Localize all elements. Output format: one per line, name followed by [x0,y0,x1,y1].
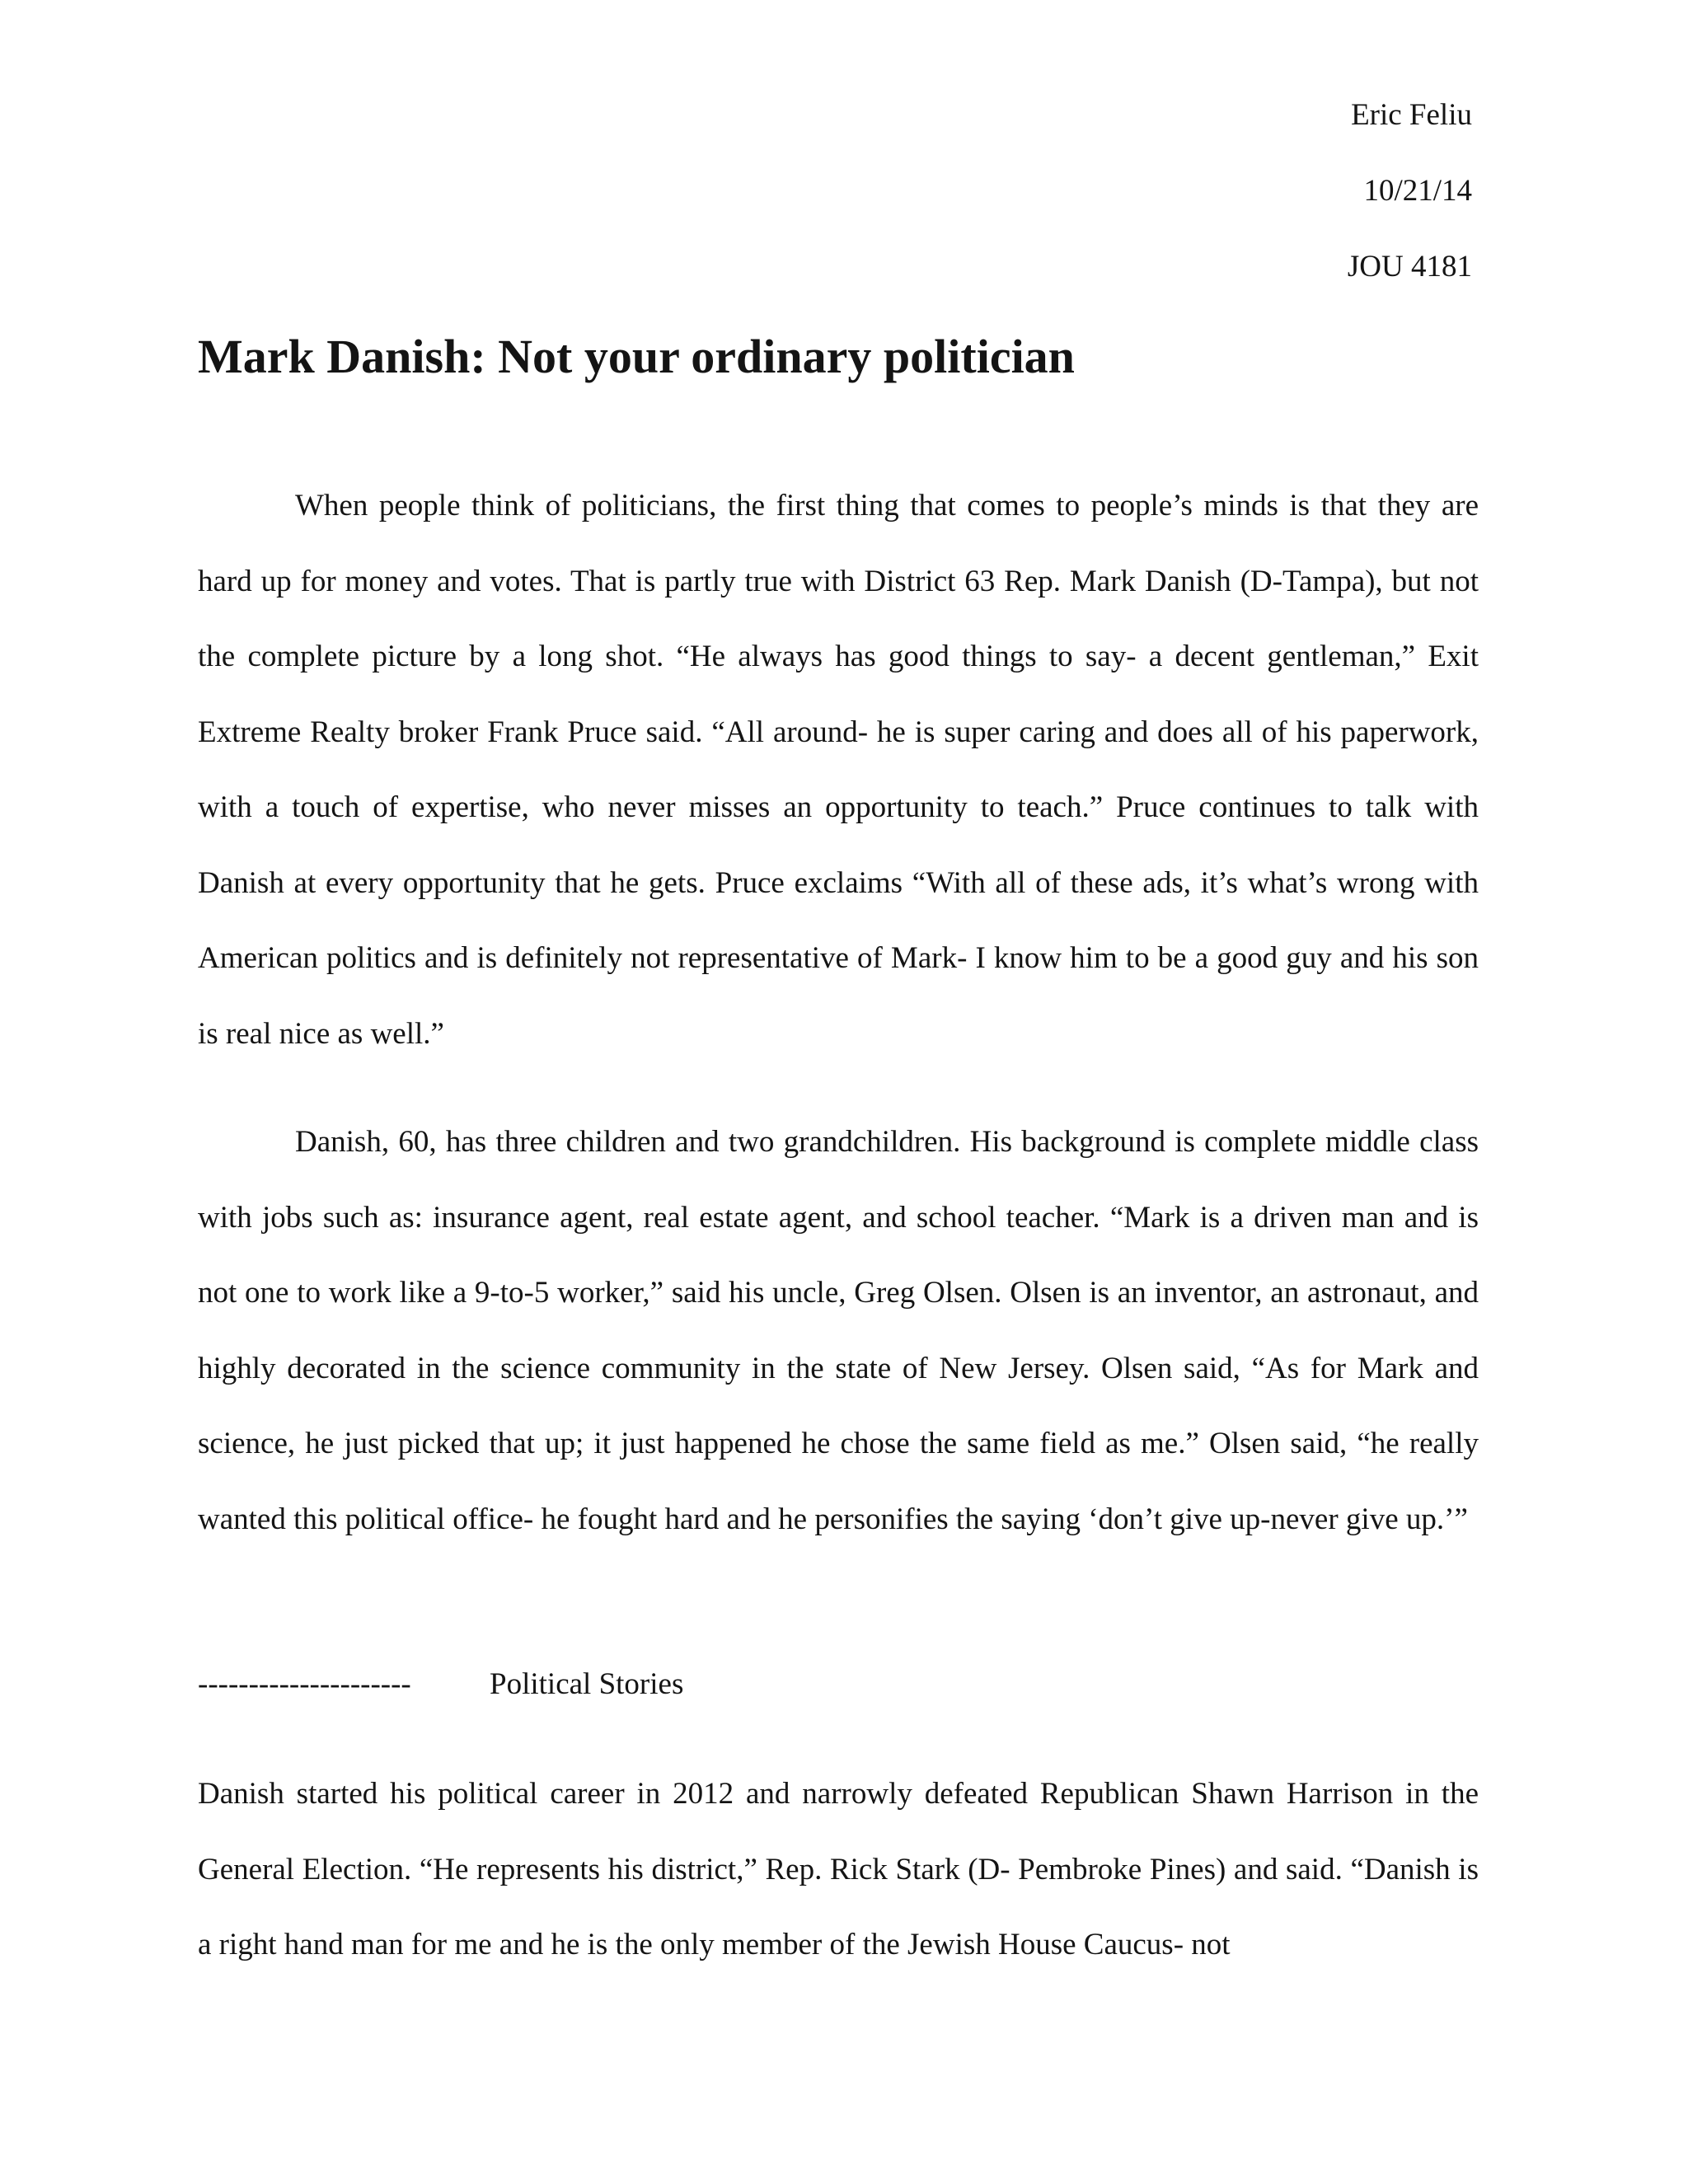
author-name: Eric Feliu [1351,98,1472,132]
section-divider [198,1665,683,1704]
article-title: Mark Danish: Not your ordinary politician [198,330,1075,383]
paragraph-intro: When people think of politicians, the first thing that comes to people’s minds is that they are hard up for money and votes. That is partly true with District 63 Rep. Mark Danish (D-Tampa), but not the complete picture by a long shot. “He always has good things to say- a decent gentleman,” Exit Extreme Realty broker Frank Pruce said. “All around- he is super caring and does all of his paperwork, with a touch of expertise, who never misses an opportunity to teach.” Pruce continues to talk with Danish at every opportunity that he gets. Pruce exclaims “With all of these ads, it’s what’s wrong with American politics and is definitely not representative of Mark- I know him to be a good guy and his son is real nice as well.” [198,489,1479,1051]
paragraph-background: Danish, 60, has three children and two grandchildren. His background is complete middle class with jobs such as: insurance agent, real estate agent, and school teacher. “Mark is a driven man and is not one to work like a 9-to-5 worker,” said his uncle, Greg Olsen. Olsen is an inventor, an astronaut, and highly decorated in the science community in the state of New Jersey. Olsen said, “As for Mark and science, he just picked that up; it just happened he chose the same field as me.” Olsen said, “he really wanted this political office- he fought hard and he personifies the saying ‘don’t give up-never give up.’” [198,1125,1479,1536]
paragraph-political-career: Danish started his political career in 2012 and narrowly defeated Republican Shawn Harrison in the General Election. “He represents his district,” Rep. Rick Stark (D- Pembroke Pines) and said. “Danish is a right hand man for me and he is the only member of the Jewish House Caucus- not [198,1777,1479,1961]
divider-dashes: --------------------- [198,1667,411,1701]
document-date: 10/21/14 [1363,174,1472,208]
course-code: JOU 4181 [1347,250,1472,284]
section-heading: Political Stories [490,1667,684,1701]
